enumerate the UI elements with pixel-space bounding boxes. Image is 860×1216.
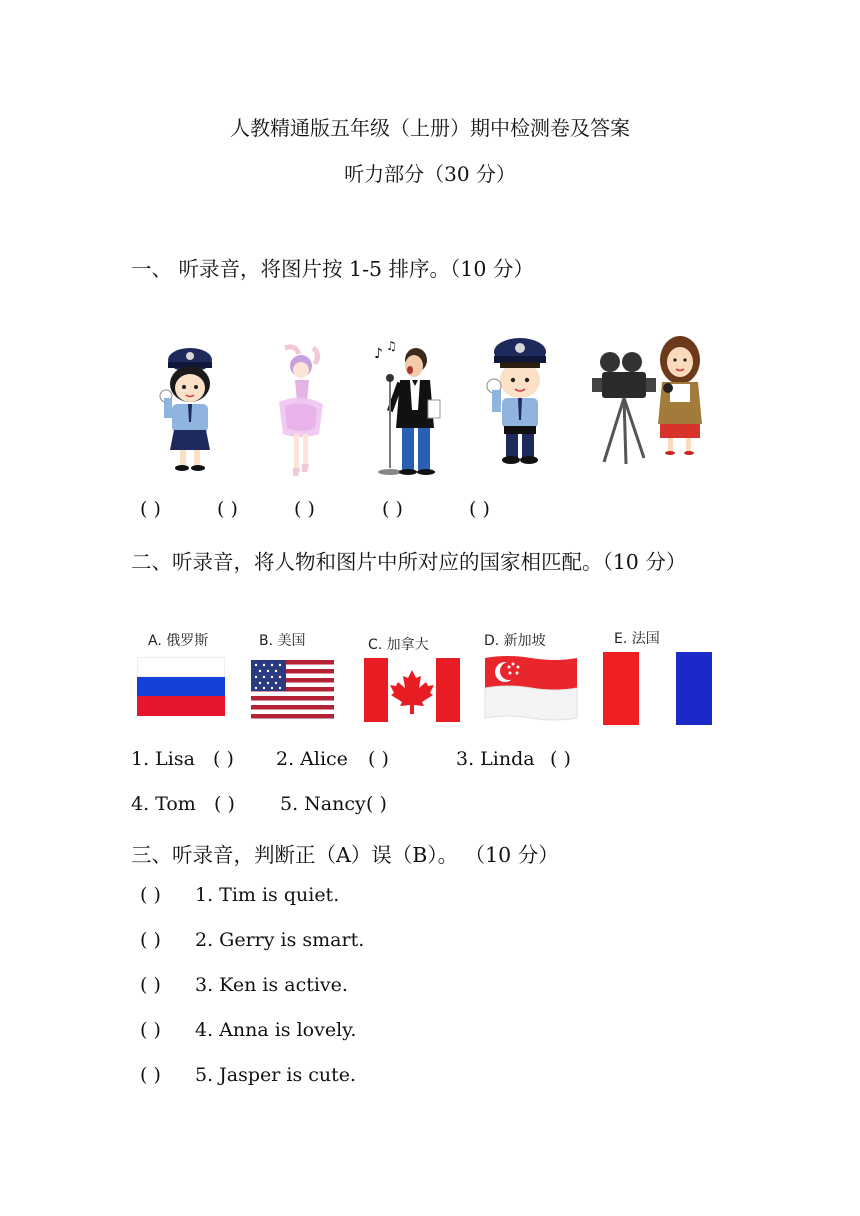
answer-blank[interactable]: ( ) [368, 748, 389, 770]
russia-flag-icon [137, 657, 225, 716]
answer-blank[interactable]: ( ) [140, 498, 161, 520]
policewoman-icon [150, 338, 230, 478]
answer-blank[interactable]: ( ) [550, 748, 571, 770]
answer-blank[interactable]: ( ) [366, 793, 387, 815]
section2-heading: 二、听录音，将人物和图片中所对应的国家相匹配。（10 分） [131, 550, 687, 574]
answer-blank[interactable]: ( ) [140, 884, 161, 906]
reporter-camera-icon [590, 332, 720, 472]
student-name: 2. Alice [276, 748, 348, 770]
student-name: 1. Lisa [131, 748, 195, 770]
answer-blank[interactable]: ( ) [214, 793, 235, 815]
svg-text:♪: ♪ [374, 346, 383, 362]
policeman-icon [480, 332, 560, 472]
flag-label-usa: B. 美国 [259, 633, 306, 649]
flag-label-canada: C. 加拿大 [368, 637, 429, 653]
statement-text: 5. Jasper is cute. [195, 1064, 357, 1086]
statement-text: 1. Tim is quiet. [195, 884, 340, 906]
page-subtitle: 听力部分（30 分） [344, 162, 516, 186]
answer-blank[interactable]: ( ) [140, 929, 161, 951]
singer-icon [368, 340, 450, 482]
answer-blank[interactable]: ( ) [140, 974, 161, 996]
section3-heading: 三、听录音，判断正（A）误（B）。 （10 分） [131, 843, 559, 867]
statement-text: 3. Ken is active. [195, 974, 348, 996]
france-flag-icon [603, 652, 712, 725]
answer-blank[interactable]: ( ) [213, 748, 234, 770]
statement-text: 2. Gerry is smart. [195, 929, 365, 951]
answer-blank[interactable]: ( ) [382, 498, 403, 520]
answer-blank[interactable]: ( ) [217, 498, 238, 520]
statement-text: 4. Anna is lovely. [195, 1019, 357, 1041]
student-name: 5. Nancy [280, 793, 366, 815]
canada-flag-icon [364, 658, 460, 722]
answer-blank[interactable]: ( ) [469, 498, 490, 520]
ballet-dancer-icon [265, 342, 335, 482]
answer-blank[interactable]: ( ) [140, 1064, 161, 1086]
student-name: 4. Tom [131, 793, 196, 815]
svg-text:♫: ♫ [386, 340, 397, 353]
flag-label-russia: A. 俄罗斯 [148, 633, 209, 649]
page-title: 人教精通版五年级（上册）期中检测卷及答案 [230, 116, 630, 140]
student-name: 3. Linda [456, 748, 535, 770]
answer-blank[interactable]: ( ) [294, 498, 315, 520]
singapore-flag-icon [483, 654, 579, 722]
usa-flag-icon [251, 660, 334, 719]
answer-blank[interactable]: ( ) [140, 1019, 161, 1041]
section1-heading: 一、 听录音，将图片按 1-5 排序。（10 分） [131, 257, 534, 281]
flag-label-france: E. 法国 [614, 631, 660, 647]
flag-label-singapore: D. 新加坡 [484, 633, 546, 649]
